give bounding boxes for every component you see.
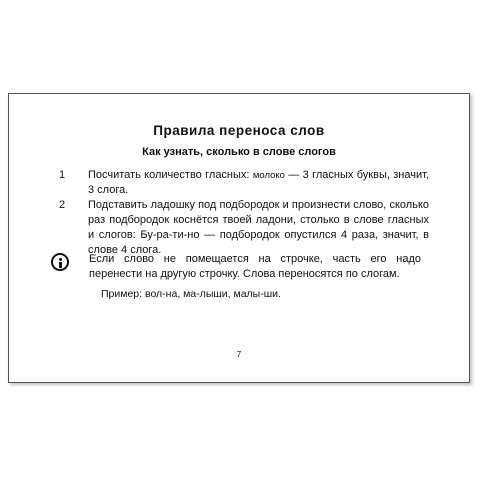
rule-text [88,168,429,198]
rule-text-after: — 3 гласных буквы, значит, 3 слога. [88,169,430,196]
info-text: Если слово не помещается на строчке, часть его надо перенести на другую строчку. Слова переносятся по слогам. [89,253,421,280]
rule-item-1 [59,168,429,198]
info-icon [51,253,69,271]
rule-item-2 [59,198,429,258]
page-title: Правила переноса слов [153,123,325,138]
page-subtitle: Как узнать, сколько в слове слогов [142,146,336,158]
rule-number: 1 [59,169,66,181]
page-number: 7 [236,350,242,359]
rule-text-before: Посчитать количество гласных: [88,169,250,181]
example-word: молоко [252,170,285,181]
page-card [8,93,470,383]
rule-number: 2 [59,199,66,211]
rule-text: Подставить ладошку под подбородок и произнести слово, сколько раз подбородок коснётся твоей ладони, столько в слове гласных и слогов: Бу-ра-ти-но — подбородок опустился 4 раза, значит, в слове 4 слога. [88,199,429,256]
info-example: Пример: вол-на, ма-лыши, малы-ши. [101,288,281,300]
